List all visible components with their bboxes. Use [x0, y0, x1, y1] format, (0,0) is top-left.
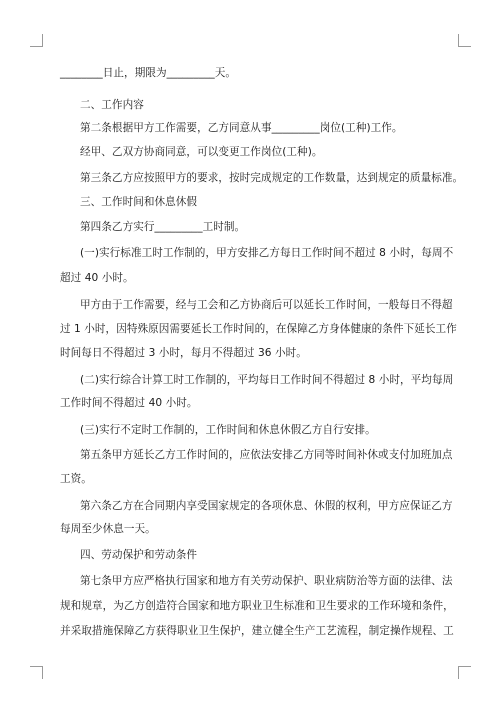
text-line: ________日止，期限为_________天。 — [60, 67, 237, 79]
text-line: 第六条乙方在合同期内享受国家规定的各项休息、休假的权利，甲方应保证乙方 — [80, 500, 453, 512]
crop-mark-top-left — [30, 34, 43, 47]
text-line: 第五条甲方延长乙方工作时间的，应依法安排乙方同等时间补休或支付加班加点 — [80, 449, 453, 461]
text-line: 经甲、乙双方协商同意，可以变更工作岗位(工种)。 — [80, 146, 323, 158]
text-line: 时间每日不得超过 3 小时，每月不得超过 36 小时。 — [60, 347, 307, 359]
text-line: 规和规章，为乙方创造符合国家和地方职业卫生标准和卫生要求的工作环境和条件， — [60, 600, 454, 612]
text-line: 并采取措施保障乙方获得职业卫生保护，建立健全生产工艺流程，制定操作规程、工 — [60, 625, 454, 637]
text-line: 工资。 — [60, 473, 92, 485]
text-line: 甲方由于工作需要，经与工会和乙方协商后可以延长工作时间，一般每日不得超 — [80, 299, 453, 311]
text-line: 第三条乙方应按照甲方的要求，按时完成规定的工作数量，达到规定的质量标准。 — [80, 172, 464, 184]
text-line: 第二条根据甲方工作需要，乙方同意从事_________岗位(工种)工作。 — [80, 122, 403, 134]
section-heading-labor-protection: 四、劳动保护和劳动条件 — [80, 549, 198, 561]
crop-mark-top-right — [458, 34, 471, 47]
text-line: 过 1 小时，因特殊原因需要延长工作时间的，在保障乙方身体健康的条件下延长工作 — [60, 323, 457, 335]
section-heading-work-content: 二、工作内容 — [80, 99, 144, 111]
text-line: 工作时间不得超过 40 小时。 — [60, 397, 198, 409]
text-line: 第四条乙方实行_________工时制。 — [80, 221, 246, 233]
section-heading-working-hours: 三、工作时间和休息休假 — [80, 196, 198, 208]
text-line: (三)实行不定时工作制的，工作时间和休息休假乙方自行安排。 — [80, 424, 376, 436]
crop-mark-bottom-right — [458, 666, 471, 679]
crop-mark-bottom-left — [30, 666, 43, 679]
text-line: 超过 40 小时。 — [60, 272, 134, 284]
text-line: 第七条甲方应严格执行国家和地方有关劳动保护、职业病防治等方面的法律、法 — [80, 575, 453, 587]
text-line: 每周至少休息一天。 — [60, 523, 156, 535]
text-line: (一)实行标准工时工作制的，甲方安排乙方每日工作时间不超过 8 小时，每周不 — [80, 247, 454, 259]
text-line: (二)实行综合计算工时工作制的，平均每日工作时间不得超过 8 小时，平均每周 — [80, 374, 454, 386]
